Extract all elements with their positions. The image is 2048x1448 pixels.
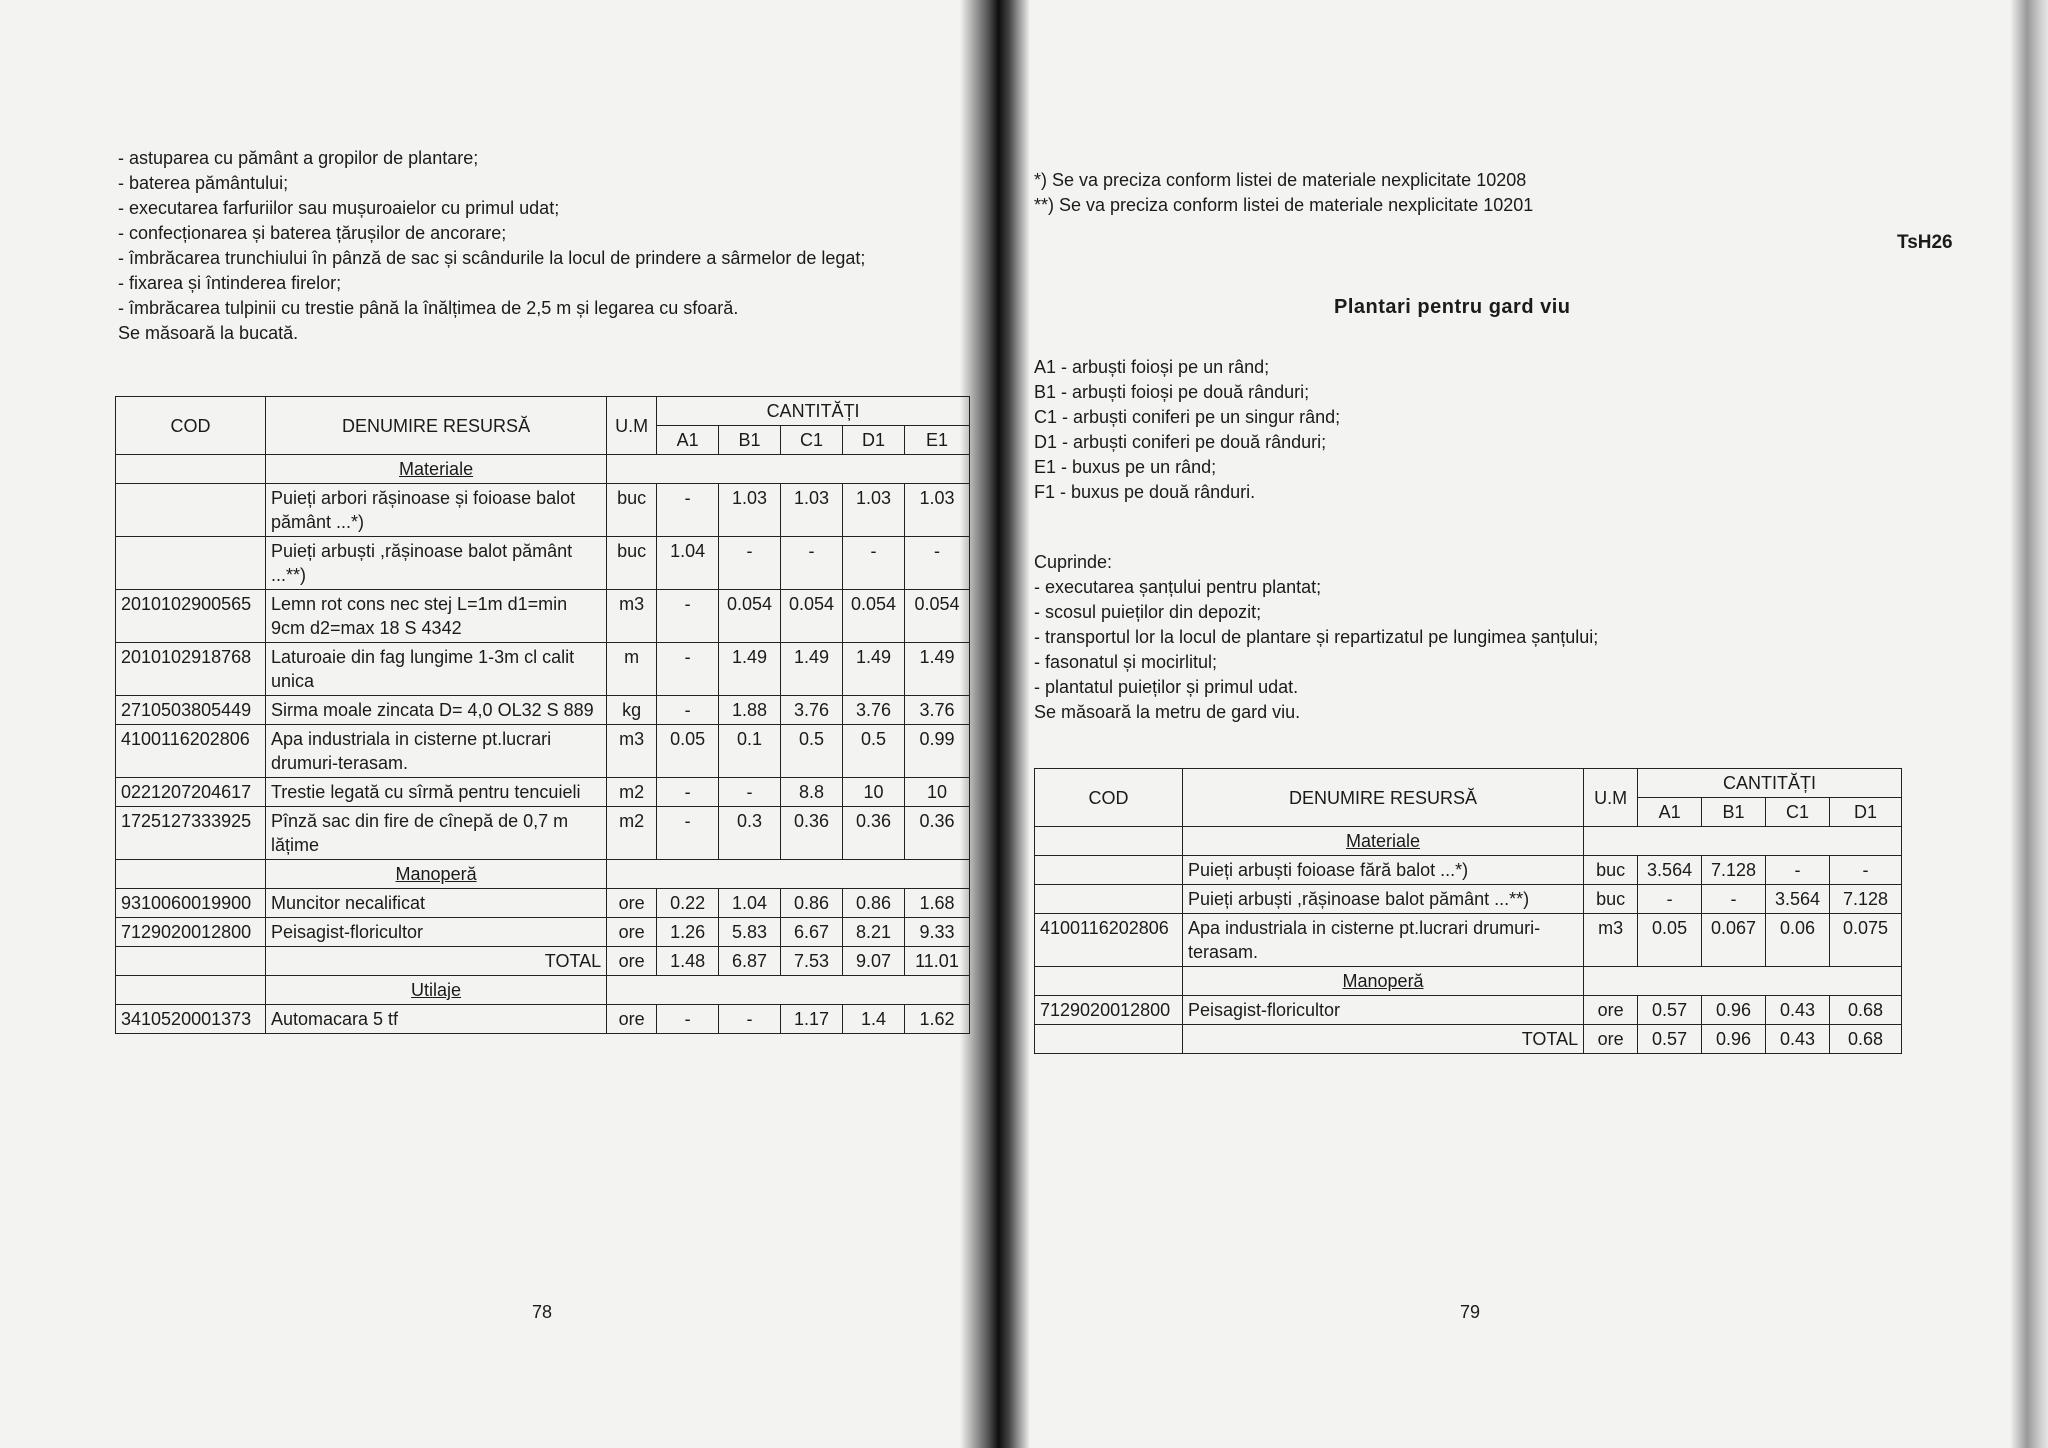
- empty-cell: [116, 976, 266, 1005]
- quantity-cell: 1.49: [719, 643, 781, 696]
- left-page: [0, 0, 1000, 1448]
- quantity-cell: 3.76: [781, 696, 843, 725]
- header-cod: COD: [1035, 769, 1183, 827]
- empty-cell: [116, 947, 266, 976]
- header-col-d1: D1: [843, 426, 905, 455]
- quantity-cell: 8.21: [843, 918, 905, 947]
- quantity-cell: -: [719, 778, 781, 807]
- resource-name: Puieți arbuști ,rășinoase balot pământ ...**): [265, 537, 606, 590]
- header-cantitati: CANTITĂȚI: [1638, 769, 1902, 798]
- resource-name: Lemn rot cons nec stej L=1m d1=min 9cm d2=max 18 S 4342: [265, 590, 606, 643]
- quantity-cell: 0.054: [843, 590, 905, 643]
- header-denumire: DENUMIRE RESURSĂ: [1182, 769, 1583, 827]
- unit: buc: [607, 537, 657, 590]
- section-title: Utilaje: [265, 976, 606, 1005]
- right-page: [1012, 0, 2022, 1448]
- resource-code: 3410520001373: [116, 1005, 266, 1034]
- unit: m: [607, 643, 657, 696]
- quantity-cell: 10: [843, 778, 905, 807]
- table-row: [1035, 885, 1902, 914]
- section-title: Manoperă: [265, 860, 606, 889]
- resource-name: Peisagist-floricultor: [1182, 996, 1583, 1025]
- quantity-cell: -: [657, 484, 719, 537]
- total-value: 7.53: [781, 947, 843, 976]
- quantity-cell: 6.67: [781, 918, 843, 947]
- quantity-cell: -: [719, 1005, 781, 1034]
- resource-code: 1725127333925: [116, 807, 266, 860]
- quantity-cell: 0.36: [781, 807, 843, 860]
- empty-cell: [1584, 827, 1902, 856]
- quantity-cell: 1.49: [781, 643, 843, 696]
- quantity-cell: 0.36: [904, 807, 969, 860]
- quantity-cell: 1.88: [719, 696, 781, 725]
- unit: m3: [607, 725, 657, 778]
- empty-cell: [607, 860, 970, 889]
- empty-cell: [1035, 827, 1183, 856]
- variants-list: [1034, 355, 1340, 505]
- resource-name: Sirma moale zincata D= 4,0 OL32 S 889: [265, 696, 606, 725]
- unit: m2: [607, 807, 657, 860]
- quantity-cell: 8.8: [781, 778, 843, 807]
- empty-cell: [607, 976, 970, 1005]
- header-col-c1: C1: [781, 426, 843, 455]
- header-um: U.M: [607, 397, 657, 455]
- cuprinde-item: - executarea șanțului pentru plantat;: [1034, 577, 1322, 597]
- resource-name: Laturoaie din fag lungime 1-3m cl calit unica: [265, 643, 606, 696]
- footnote: **) Se va preciza conform listei de materiale nexplicitate 10201: [1034, 195, 1534, 215]
- unit: m3: [1584, 914, 1638, 967]
- resource-code: [1035, 885, 1183, 914]
- header-col-b1: B1: [719, 426, 781, 455]
- quantity-cell: 0.43: [1766, 996, 1830, 1025]
- description-line: - fixarea și întinderea firelor;: [118, 273, 342, 293]
- description-line: - astuparea cu pământ a gropilor de plantare;: [118, 148, 479, 168]
- resource-code: 2710503805449: [116, 696, 266, 725]
- quantity-cell: 0.3: [719, 807, 781, 860]
- unit: ore: [607, 889, 657, 918]
- table-row: [1035, 856, 1902, 885]
- section-header-row: [116, 455, 970, 484]
- description-line: - executarea farfuriilor sau mușuroaielor cu primul udat;: [118, 198, 560, 218]
- quantity-cell: 1.49: [904, 643, 969, 696]
- empty-cell: [1584, 967, 1902, 996]
- header-col-b1: B1: [1702, 798, 1766, 827]
- quantity-cell: 5.83: [719, 918, 781, 947]
- resource-table-body: [116, 455, 970, 1034]
- total-value: 0.43: [1766, 1025, 1830, 1054]
- resource-table-left: [115, 396, 970, 1034]
- description-line: Se măsoară la bucată.: [118, 323, 299, 343]
- total-label: TOTAL: [1182, 1025, 1583, 1054]
- table-row: [116, 590, 970, 643]
- description-line: - confecționarea și baterea țărușilor de ancorare;: [118, 223, 507, 243]
- unit: buc: [607, 484, 657, 537]
- section-header-row: [1035, 967, 1902, 996]
- resource-name: Trestie legată cu sîrmă pentru tencuieli: [265, 778, 606, 807]
- empty-cell: [116, 455, 266, 484]
- quantity-cell: 3.564: [1766, 885, 1830, 914]
- quantity-cell: 0.054: [904, 590, 969, 643]
- quantity-cell: 0.36: [843, 807, 905, 860]
- quantity-cell: 0.05: [657, 725, 719, 778]
- resource-code: 7129020012800: [1035, 996, 1183, 1025]
- resource-table-body: [1035, 827, 1902, 1054]
- unit: m2: [607, 778, 657, 807]
- quantity-cell: 0.05: [1638, 914, 1702, 967]
- header-cantitati: CANTITĂȚI: [657, 397, 970, 426]
- empty-cell: [607, 455, 970, 484]
- resource-code: 2010102900565: [116, 590, 266, 643]
- quantity-cell: 3.564: [1638, 856, 1702, 885]
- quantity-cell: 1.03: [904, 484, 969, 537]
- description-line: - îmbrăcarea trunchiului în pânză de sac și scândurile la locul de prindere a sârmelor de legat;: [118, 248, 866, 268]
- quantity-cell: 7.128: [1702, 856, 1766, 885]
- resource-code: 0221207204617: [116, 778, 266, 807]
- quantity-cell: 0.68: [1830, 996, 1902, 1025]
- header-col-e1: E1: [904, 426, 969, 455]
- unit: buc: [1584, 885, 1638, 914]
- table-row: [116, 807, 970, 860]
- cuprinde-item: - transportul lor la locul de plantare și repartizatul pe lungimea șanțului;: [1034, 627, 1599, 647]
- quantity-cell: 1.4: [843, 1005, 905, 1034]
- unit: ore: [607, 947, 657, 976]
- resource-code: [1035, 856, 1183, 885]
- quantity-cell: 0.96: [1702, 996, 1766, 1025]
- quantity-cell: 0.86: [781, 889, 843, 918]
- total-value: 6.87: [719, 947, 781, 976]
- quantity-cell: 7.128: [1830, 885, 1902, 914]
- quantity-cell: 1.03: [719, 484, 781, 537]
- table-row: [1035, 914, 1902, 967]
- quantity-cell: -: [1702, 885, 1766, 914]
- unit: ore: [607, 918, 657, 947]
- quantity-cell: 0.99: [904, 725, 969, 778]
- variant-item: F1 - buxus pe două rânduri.: [1034, 482, 1256, 502]
- quantity-cell: 0.054: [781, 590, 843, 643]
- quantity-cell: 0.5: [843, 725, 905, 778]
- quantity-cell: -: [843, 537, 905, 590]
- table-row: [116, 778, 970, 807]
- page-title: Plantari pentru gard viu: [1334, 296, 1571, 318]
- quantity-cell: 0.075: [1830, 914, 1902, 967]
- quantity-cell: 10: [904, 778, 969, 807]
- resource-code: 2010102918768: [116, 643, 266, 696]
- quantity-cell: 0.1: [719, 725, 781, 778]
- table-row: [116, 1005, 970, 1034]
- section-header-row: [116, 860, 970, 889]
- section-title: Materiale: [265, 455, 606, 484]
- quantity-cell: -: [657, 590, 719, 643]
- unit: kg: [607, 696, 657, 725]
- resource-code: 9310060019900: [116, 889, 266, 918]
- quantity-cell: 9.33: [904, 918, 969, 947]
- resource-name: Muncitor necalificat: [265, 889, 606, 918]
- quantity-cell: 1.04: [719, 889, 781, 918]
- unit: ore: [607, 1005, 657, 1034]
- table-row: [116, 537, 970, 590]
- total-value: 11.01: [904, 947, 969, 976]
- footnote: *) Se va preciza conform listei de materiale nexplicitate 10208: [1034, 170, 1527, 190]
- header-cod: COD: [116, 397, 266, 455]
- table-row: [116, 643, 970, 696]
- total-label: TOTAL: [265, 947, 606, 976]
- table-row: [116, 725, 970, 778]
- unit: ore: [1584, 1025, 1638, 1054]
- resource-code: 4100116202806: [116, 725, 266, 778]
- cuprinde-label: Cuprinde:: [1034, 552, 1113, 572]
- empty-cell: [1035, 967, 1183, 996]
- cuprinde-item: - scosul puieților din depozit;: [1034, 602, 1262, 622]
- quantity-cell: 0.57: [1638, 996, 1702, 1025]
- page-number: 79: [1460, 1302, 1481, 1322]
- quantity-cell: 1.04: [657, 537, 719, 590]
- quantity-cell: 0.5: [781, 725, 843, 778]
- quantity-cell: 1.03: [781, 484, 843, 537]
- table-row: [1035, 996, 1902, 1025]
- cuprinde-block: [1034, 550, 1598, 725]
- total-row: [1035, 1025, 1902, 1054]
- quantity-cell: -: [657, 643, 719, 696]
- cuprinde-item: - plantatul puieților și primul udat.: [1034, 677, 1299, 697]
- section-header-row: [1035, 827, 1902, 856]
- resource-code: [116, 537, 266, 590]
- work-description-list: [118, 146, 865, 346]
- resource-name: Pînză sac din fire de cînepă de 0,7 m lățime: [265, 807, 606, 860]
- quantity-cell: 1.26: [657, 918, 719, 947]
- description-line: - baterea pământului;: [118, 173, 289, 193]
- variant-item: B1 - arbuști foioși pe două rânduri;: [1034, 382, 1310, 402]
- section-title: Materiale: [1182, 827, 1583, 856]
- total-value: 1.48: [657, 947, 719, 976]
- description-line: - îmbrăcarea tulpinii cu trestie până la înălțimea de 2,5 m și legarea cu sfoară.: [118, 298, 739, 318]
- quantity-cell: 1.62: [904, 1005, 969, 1034]
- variant-item: D1 - arbuști coniferi pe două rânduri;: [1034, 432, 1327, 452]
- quantity-cell: 0.86: [843, 889, 905, 918]
- quantity-cell: -: [719, 537, 781, 590]
- cuprinde-item: - fasonatul și mocirlitul;: [1034, 652, 1218, 672]
- quantity-cell: 0.06: [1766, 914, 1830, 967]
- resource-name: Automacara 5 tf: [265, 1005, 606, 1034]
- section-title: Manoperă: [1182, 967, 1583, 996]
- quantity-cell: -: [657, 696, 719, 725]
- quantity-cell: 1.17: [781, 1005, 843, 1034]
- quantity-cell: 0.22: [657, 889, 719, 918]
- quantity-cell: 3.76: [904, 696, 969, 725]
- variant-item: A1 - arbuști foioși pe un rând;: [1034, 357, 1270, 377]
- resource-code: 7129020012800: [116, 918, 266, 947]
- total-value: 9.07: [843, 947, 905, 976]
- resource-table-right: [1034, 768, 1902, 1054]
- variant-item: E1 - buxus pe un rând;: [1034, 457, 1217, 477]
- table-row: [116, 696, 970, 725]
- header-um: U.M: [1584, 769, 1638, 827]
- quantity-cell: 3.76: [843, 696, 905, 725]
- resource-name: Apa industriala in cisterne pt.lucrari drumuri-terasam.: [265, 725, 606, 778]
- header-col-a1: A1: [657, 426, 719, 455]
- quantity-cell: -: [1830, 856, 1902, 885]
- table-row: [116, 918, 970, 947]
- unit: buc: [1584, 856, 1638, 885]
- table-row: [116, 484, 970, 537]
- total-value: 0.96: [1702, 1025, 1766, 1054]
- quantity-cell: -: [657, 1005, 719, 1034]
- resource-name: Apa industriala in cisterne pt.lucrari drumuri-terasam.: [1182, 914, 1583, 967]
- unit: ore: [1584, 996, 1638, 1025]
- quantity-cell: -: [904, 537, 969, 590]
- empty-cell: [1035, 1025, 1183, 1054]
- quantity-cell: 1.03: [843, 484, 905, 537]
- variant-item: C1 - arbuști coniferi pe un singur rând;: [1034, 407, 1341, 427]
- footnotes: [1034, 168, 1533, 218]
- total-value: 0.57: [1638, 1025, 1702, 1054]
- norm-code: TsH26: [1897, 232, 1953, 253]
- header-col-c1: C1: [1766, 798, 1830, 827]
- quantity-cell: 0.054: [719, 590, 781, 643]
- quantity-cell: -: [1766, 856, 1830, 885]
- resource-code: 4100116202806: [1035, 914, 1183, 967]
- cuprinde-list: [1034, 575, 1598, 700]
- header-col-a1: A1: [1638, 798, 1702, 827]
- resource-code: [116, 484, 266, 537]
- measurement-note: Se măsoară la metru de gard viu.: [1034, 702, 1301, 722]
- quantity-cell: -: [657, 778, 719, 807]
- header-col-d1: D1: [1830, 798, 1902, 827]
- total-value: 0.68: [1830, 1025, 1902, 1054]
- quantity-cell: 1.68: [904, 889, 969, 918]
- table-row: [116, 889, 970, 918]
- resource-name: Puieți arbuști foioase fără balot ...*): [1182, 856, 1583, 885]
- quantity-cell: 0.067: [1702, 914, 1766, 967]
- total-row: [116, 947, 970, 976]
- quantity-cell: 1.49: [843, 643, 905, 696]
- quantity-cell: -: [781, 537, 843, 590]
- resource-name: Puieți arbuști ,rășinoase balot pământ ...**): [1182, 885, 1583, 914]
- resource-name: Peisagist-floricultor: [265, 918, 606, 947]
- resource-name: Puieți arbori rășinoase și foioase balot pământ ...*): [265, 484, 606, 537]
- header-denumire: DENUMIRE RESURSĂ: [265, 397, 606, 455]
- section-header-row: [116, 976, 970, 1005]
- quantity-cell: -: [657, 807, 719, 860]
- empty-cell: [116, 860, 266, 889]
- quantity-cell: -: [1638, 885, 1702, 914]
- page-number: 78: [532, 1302, 553, 1322]
- unit: m3: [607, 590, 657, 643]
